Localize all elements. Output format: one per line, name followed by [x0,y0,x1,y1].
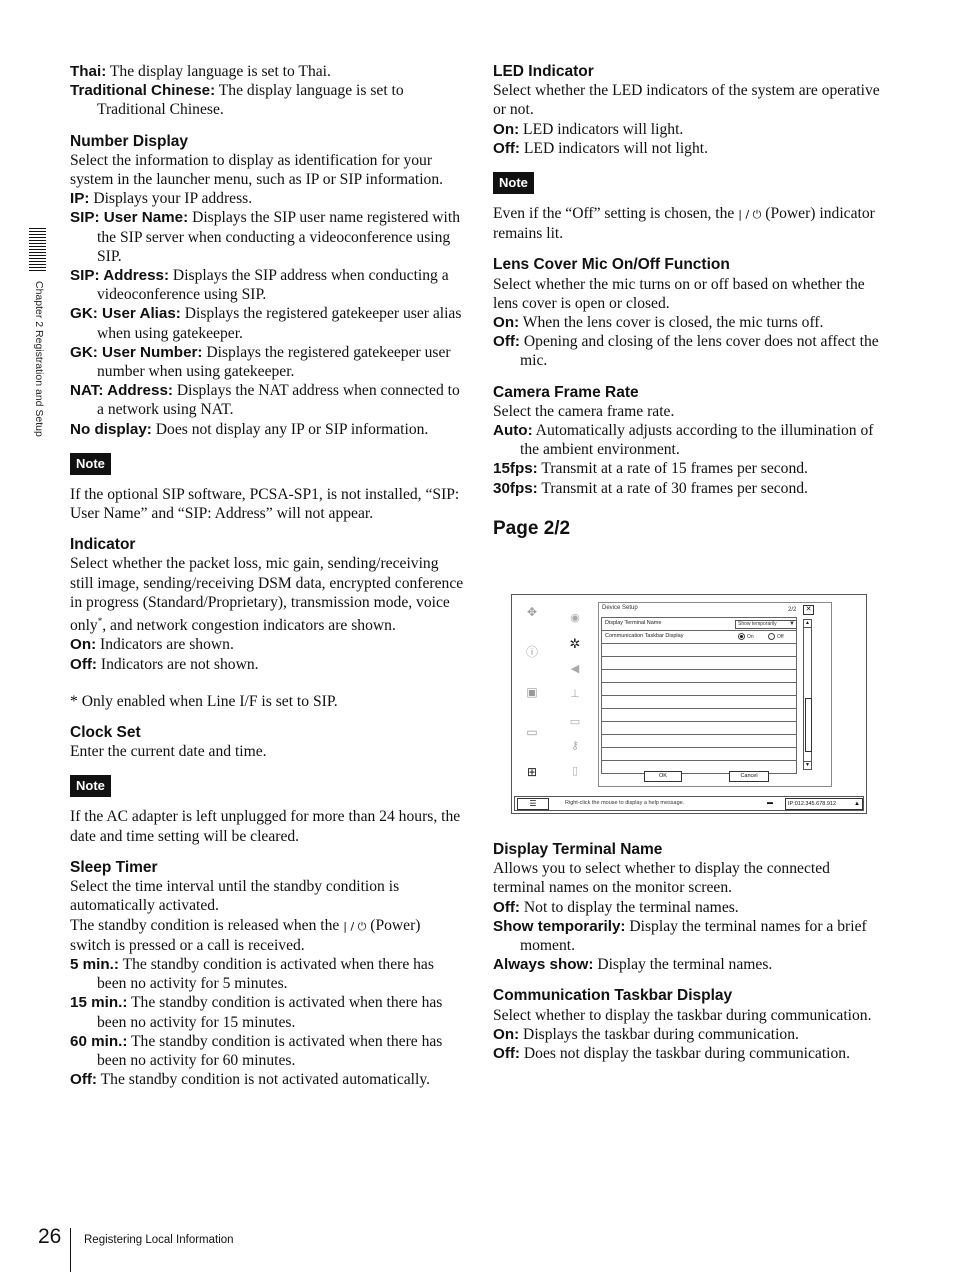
info-icon: ⓘ [525,645,538,659]
device-setup-dialog [598,602,832,787]
camera-frame-rate-intro: Select the camera frame rate. [493,402,675,420]
list-item [601,657,797,670]
power-icon: | / ⏻ [343,919,367,933]
list-item [601,722,797,735]
list-item [601,735,797,748]
list-item [601,644,797,657]
list-item[interactable]: Communication Taskbar Display On Off [601,631,797,644]
keyboard-icon: ▭ [526,725,538,739]
led-indicator-intro: Select whether the LED indicators of the system are operative or not. [493,82,880,119]
sleep-timer-power: The standby condition is released when the | / ⏻ (Power) switch is pressed or a call is received. [70,916,421,954]
ctd-off-item: Off: Does not display the taskbar during communication. [493,1045,851,1063]
chapter-tab-label: Chapter 2 Registration and Setup [33,281,45,437]
note-power-text: Even if the “Off” setting is chosen, the | / ⏻ (Power) indicator remains lit. [493,205,875,243]
scroll-down-icon[interactable]: ▼ [805,762,810,768]
list-item [601,709,797,722]
right-column [493,62,885,540]
list-item [601,683,797,696]
note-clock-text: If the AC adapter is left unplugged for more than 24 hours, the date and time setting will be cleared. [70,808,461,845]
network-icon[interactable]: ⊥ [570,688,580,700]
power-icon: | / ⏻ [738,208,762,222]
lens-cover-heading: Lens Cover Mic On/Off Function [493,256,730,274]
camera-frame-rate-heading: Camera Frame Rate [493,383,639,401]
radio-off[interactable]: Off [768,633,784,640]
display-terminal-name-intro: Allows you to select whether to display the connected terminal names on the monitor screen. [493,860,830,897]
footnote: * Only enabled when Line I/F is set to SIP. [70,692,338,710]
led-off-item: Off: LED indicators will not light. [493,139,708,157]
list-item [601,748,797,761]
led-on-item: On: LED indicators will light. [493,120,684,138]
nat-address-item: NAT: Address: Displays the NAT address when connected to a network using NAT. [70,382,460,419]
sip-address-item: SIP: Address: Displays the SIP address when conducting a videoconference using SIP. [70,267,449,304]
sleep-15min-item: 15 min.: The standby condition is activated when there has been no activity for 15 minutes. [70,994,443,1031]
sleep-timer-heading: Sleep Timer [70,858,158,876]
auto-item: Auto: Automatically adjusts according to the illumination of the ambient environment. [493,422,874,459]
speaker-icon[interactable]: ◀ [570,663,580,675]
fps30-item: 30fps: Transmit at a rate of 30 frames per second. [493,479,808,497]
traditional-chinese-item: Traditional Chinese: The display language is set to Traditional Chinese. [70,82,404,119]
triangle-up-icon[interactable]: ▲ [854,801,860,807]
gk-user-number-item: GK: User Number: Displays the registered gatekeeper user number when using gatekeeper. [70,343,451,381]
note-badge: Note [493,172,534,194]
radio-on[interactable]: On [738,633,754,640]
help-message: Right-click the mouse to display a help message. [565,800,685,806]
fps15-item: 15fps: Transmit at a rate of 15 frames per second. [493,460,808,478]
close-icon[interactable]: ✕ [803,605,814,615]
gear-icon[interactable]: ✲ [569,636,581,651]
note-sip-text: If the optional SIP software, PCSA-SP1, is not installed, “SIP: User Name” and “SIP: Address” will not appear. [70,485,460,523]
no-display-item: No display: Does not display any IP or SIP information. [70,420,429,438]
monitor-icon[interactable]: ▭ [569,716,581,728]
display-terminal-name-heading: Display Terminal Name [493,841,663,858]
device-setup-screenshot [511,594,867,814]
list-item [601,670,797,683]
sleep-5min-item: 5 min.: The standby condition is activated when there has been no activity for 5 minutes. [70,955,434,993]
left-column [70,62,465,1089]
ip-item: IP: Displays your IP address. [70,190,253,208]
dtn-off-item: Off: Not to display the terminal names. [493,898,739,916]
list-item[interactable]: Display Terminal Name Show temporarily ▼ [601,617,797,631]
setup-category-icons [562,595,588,785]
chapter-tab-marker [29,228,46,272]
dtn-always-show-item: Always show: Display the terminal names. [493,956,773,974]
network-status-icon: ▬ [767,800,773,806]
note-badge: Note [70,775,111,797]
ok-button[interactable]: OK [644,771,682,782]
toolbox-icon: ⊞ [526,765,538,779]
taskbar [514,796,864,811]
lens-cover-intro: Select whether the mic turns on or off based on whether the lens cover is open or closed. [493,275,865,312]
dtn-show-temporarily-item: Show temporarily: Display the terminal names for a brief moment. [493,917,867,955]
indicator-heading: Indicator [70,536,136,554]
lens-off-item: Off: Opening and closing of the lens cover does not affect the mic. [493,333,879,370]
number-display-intro: Select the information to display as identification for your system in the launcher menu, such as IP or SIP information. [70,151,444,189]
gk-user-alias-item: GK: User Alias: Displays the registered gatekeeper user alias when using gatekeeper. [70,305,462,342]
indicator-on-item: On: Indicators are shown. [70,636,234,654]
ip-address-display: IP:012.345.678.912 ▲ [785,798,863,810]
scroll-thumb[interactable] [805,698,812,752]
sleep-off-item: Off: The standby condition is not activated automatically. [70,1071,431,1089]
led-indicator-heading: LED Indicator [493,63,594,80]
sleep-timer-intro: Select the time interval until the standby condition is automatically activated. [70,878,400,915]
footer-divider [70,1228,71,1272]
camera-settings-icon[interactable]: ◉ [570,612,580,624]
clock-set-intro: Enter the current date and time. [70,743,267,761]
right-column-lower [493,840,885,1063]
list-item [601,696,797,709]
key-icon[interactable]: ⚷ [570,740,580,752]
settings-list [601,617,797,774]
card-icon[interactable]: ▯ [571,765,579,777]
number-display-heading: Number Display [70,132,189,150]
note-badge: Note [70,453,111,475]
contact-icon: ▣ [526,685,538,699]
chevron-down-icon: ▼ [789,620,795,627]
communication-taskbar-intro: Select whether to display the taskbar during communication. [493,1006,872,1024]
menu-icon[interactable]: ☰ [517,798,549,810]
launcher-icons [512,595,554,795]
sip-user-name-item: SIP: User Name: Displays the SIP user name registered with the SIP server when conducting a videoconference using SIP. [70,209,460,265]
scroll-up-icon[interactable]: ▲ [805,620,810,626]
page-2-heading: Page 2/2 [493,517,571,539]
thai-item: Thai: The display language is set to Thai. [70,63,331,80]
cancel-button[interactable]: Cancel [729,771,769,782]
ctd-on-item: On: Displays the taskbar during communication. [493,1025,799,1043]
camera-icon: ✥ [526,605,538,619]
display-terminal-name-select[interactable]: Show temporarily ▼ [735,620,797,629]
dialog-title: Device Setup [602,605,638,611]
sleep-60min-item: 60 min.: The standby condition is activated when there has been no activity for 60 minutes. [70,1032,443,1069]
clock-set-heading: Clock Set [70,724,141,742]
communication-taskbar-heading: Communication Taskbar Display [493,987,733,1005]
lens-on-item: On: When the lens cover is closed, the mic turns off. [493,314,824,332]
indicator-intro: Select whether the packet loss, mic gain, sending/receiving still image, sending/receiving DSM data, encrypted conference in progress (Standard/Proprietary), transmission mode, voice only*, and network congestion indicators are shown. [70,555,464,635]
scrollbar[interactable] [803,619,812,770]
footer-section-title: Registering Local Information [84,1234,234,1246]
page-number: 26 [38,1225,62,1248]
dialog-page-indicator: 2/2 [788,607,797,613]
indicator-off-item: Off: Indicators are not shown. [70,655,259,673]
